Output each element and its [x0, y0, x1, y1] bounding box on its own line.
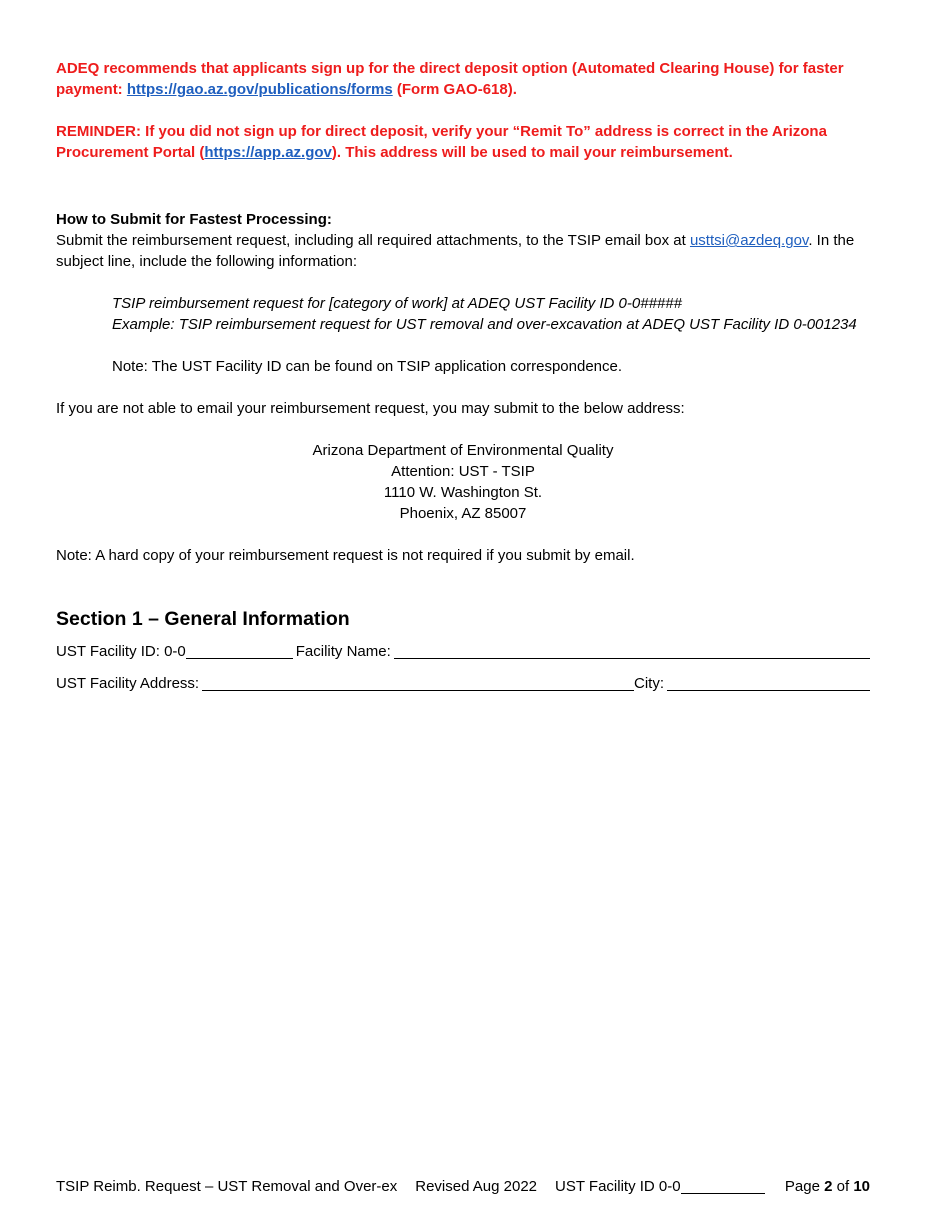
footer-facility-id-label: UST Facility ID 0-0: [555, 1178, 681, 1195]
facility-id-note: Note: The UST Facility ID can be found on TSIP application correspondence.: [112, 358, 623, 375]
submit-intro-after: . In the subject line, include the following information:: [56, 232, 855, 270]
page-footer: [56, 1177, 870, 1197]
section1-title: Section 1 – General Information: [56, 608, 350, 630]
mail-intro: If you are not able to email your reimbursement request, you may submit to the below address:: [56, 400, 685, 417]
page-total: 10: [853, 1178, 870, 1195]
submit-intro-before: Submit the reimbursement request, including all required attachments, to the TSIP email box at: [56, 232, 690, 249]
facility-address-label: UST Facility Address:: [56, 675, 200, 692]
subject-line-block: [112, 293, 870, 377]
footer-revised: Revised Aug 2022: [415, 1178, 538, 1195]
facility-id-row: [56, 642, 870, 662]
ach-notice: [56, 58, 870, 100]
footer-facility-id-field[interactable]: [681, 1178, 765, 1194]
mailing-address: [56, 440, 870, 524]
facility-name-field[interactable]: [394, 643, 870, 659]
ach-suffix: (Form GAO-618).: [392, 81, 517, 98]
city-label: City:: [634, 675, 664, 692]
facility-address-field[interactable]: [202, 675, 634, 691]
facility-address-row: [56, 674, 870, 694]
address-line: Attention: UST - TSIP: [391, 463, 535, 480]
submit-heading: How to Submit for Fastest Processing:: [56, 211, 332, 228]
address-line: Phoenix, AZ 85007: [399, 505, 527, 522]
reminder-suffix: ). This address will be used to mail your reimbursement.: [331, 144, 733, 161]
address-line: 1110 W. Washington St.: [383, 484, 543, 501]
facility-name-label: Facility Name:: [295, 643, 391, 660]
footer-form-title: TSIP Reimb. Request – UST Removal and Over-ex: [56, 1178, 398, 1195]
page-current: 2: [824, 1178, 833, 1195]
subject-template: TSIP reimbursement request for [category of work] at ADEQ UST Facility ID 0-0#####: [112, 295, 682, 312]
ach-text: ADEQ recommends that applicants sign up for the direct deposit option (Automated Clearing House) for faster payment:: [56, 60, 844, 98]
tsip-email-link[interactable]: usttsi@azdeq.gov: [689, 232, 809, 249]
reminder-text: REMINDER: If you did not sign up for direct deposit, verify your “Remit To” address is correct in the Arizona Procurement Portal (: [56, 123, 827, 161]
gao-forms-link[interactable]: https://gao.az.gov/publications/forms: [126, 81, 393, 98]
reminder-notice: [56, 121, 870, 163]
facility-id-label: UST Facility ID: 0-0: [56, 643, 186, 660]
document-page: [56, 58, 870, 694]
page-of: of: [832, 1178, 854, 1195]
page-prefix: Page: [784, 1178, 825, 1195]
procurement-portal-link[interactable]: https://app.az.gov: [204, 144, 332, 161]
city-field[interactable]: [667, 675, 870, 691]
facility-id-field[interactable]: [186, 643, 293, 659]
subject-example: Example: TSIP reimbursement request for UST removal and over-excavation at ADEQ UST Facility ID 0-001234: [112, 316, 857, 333]
page-number: [785, 1177, 870, 1197]
submit-intro: [56, 230, 870, 272]
address-line: Arizona Department of Environmental Quality: [312, 442, 614, 459]
hardcopy-note: Note: A hard copy of your reimbursement request is not required if you submit by email.: [56, 547, 635, 564]
